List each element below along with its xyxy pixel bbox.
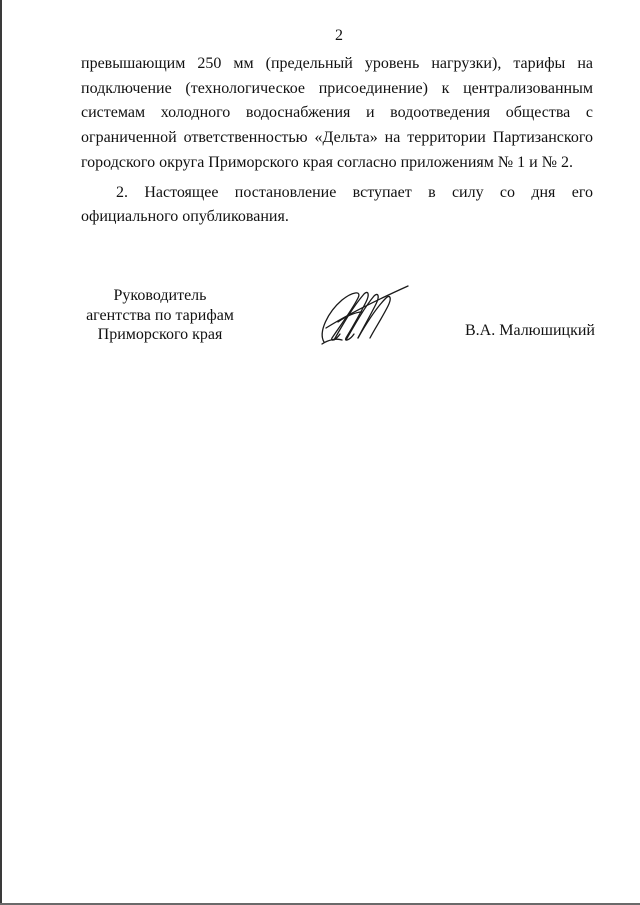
signatory-name: В.А. Малюшицкий: [465, 322, 595, 339]
signatory-position-line: Руководитель: [113, 287, 207, 304]
paragraph-continuation: превышающим 250 мм (предельный уровень нагрузки), тарифы на подключение (технологическое присоединение) к централизованным системам холодного водоснабжения и водоотведения общества с ограниченной ответственностью «Дельта» на территории Партизанского городского округа Приморского края согласно приложениям № 1 и № 2.: [81, 55, 593, 171]
signatory-position-line: агентства по тарифам: [86, 306, 234, 324]
document-body: [81, 52, 593, 230]
scan-edge-left: [0, 0, 2, 905]
signatory-position-line: Приморского края: [97, 326, 223, 343]
page-number: 2: [335, 27, 343, 44]
handwritten-signature: [312, 282, 412, 346]
paragraph-effective-date: 2. Настоящее постановление вступает в силу со дня его официального опубликования.: [81, 183, 593, 226]
signatory-position: [75, 286, 245, 345]
